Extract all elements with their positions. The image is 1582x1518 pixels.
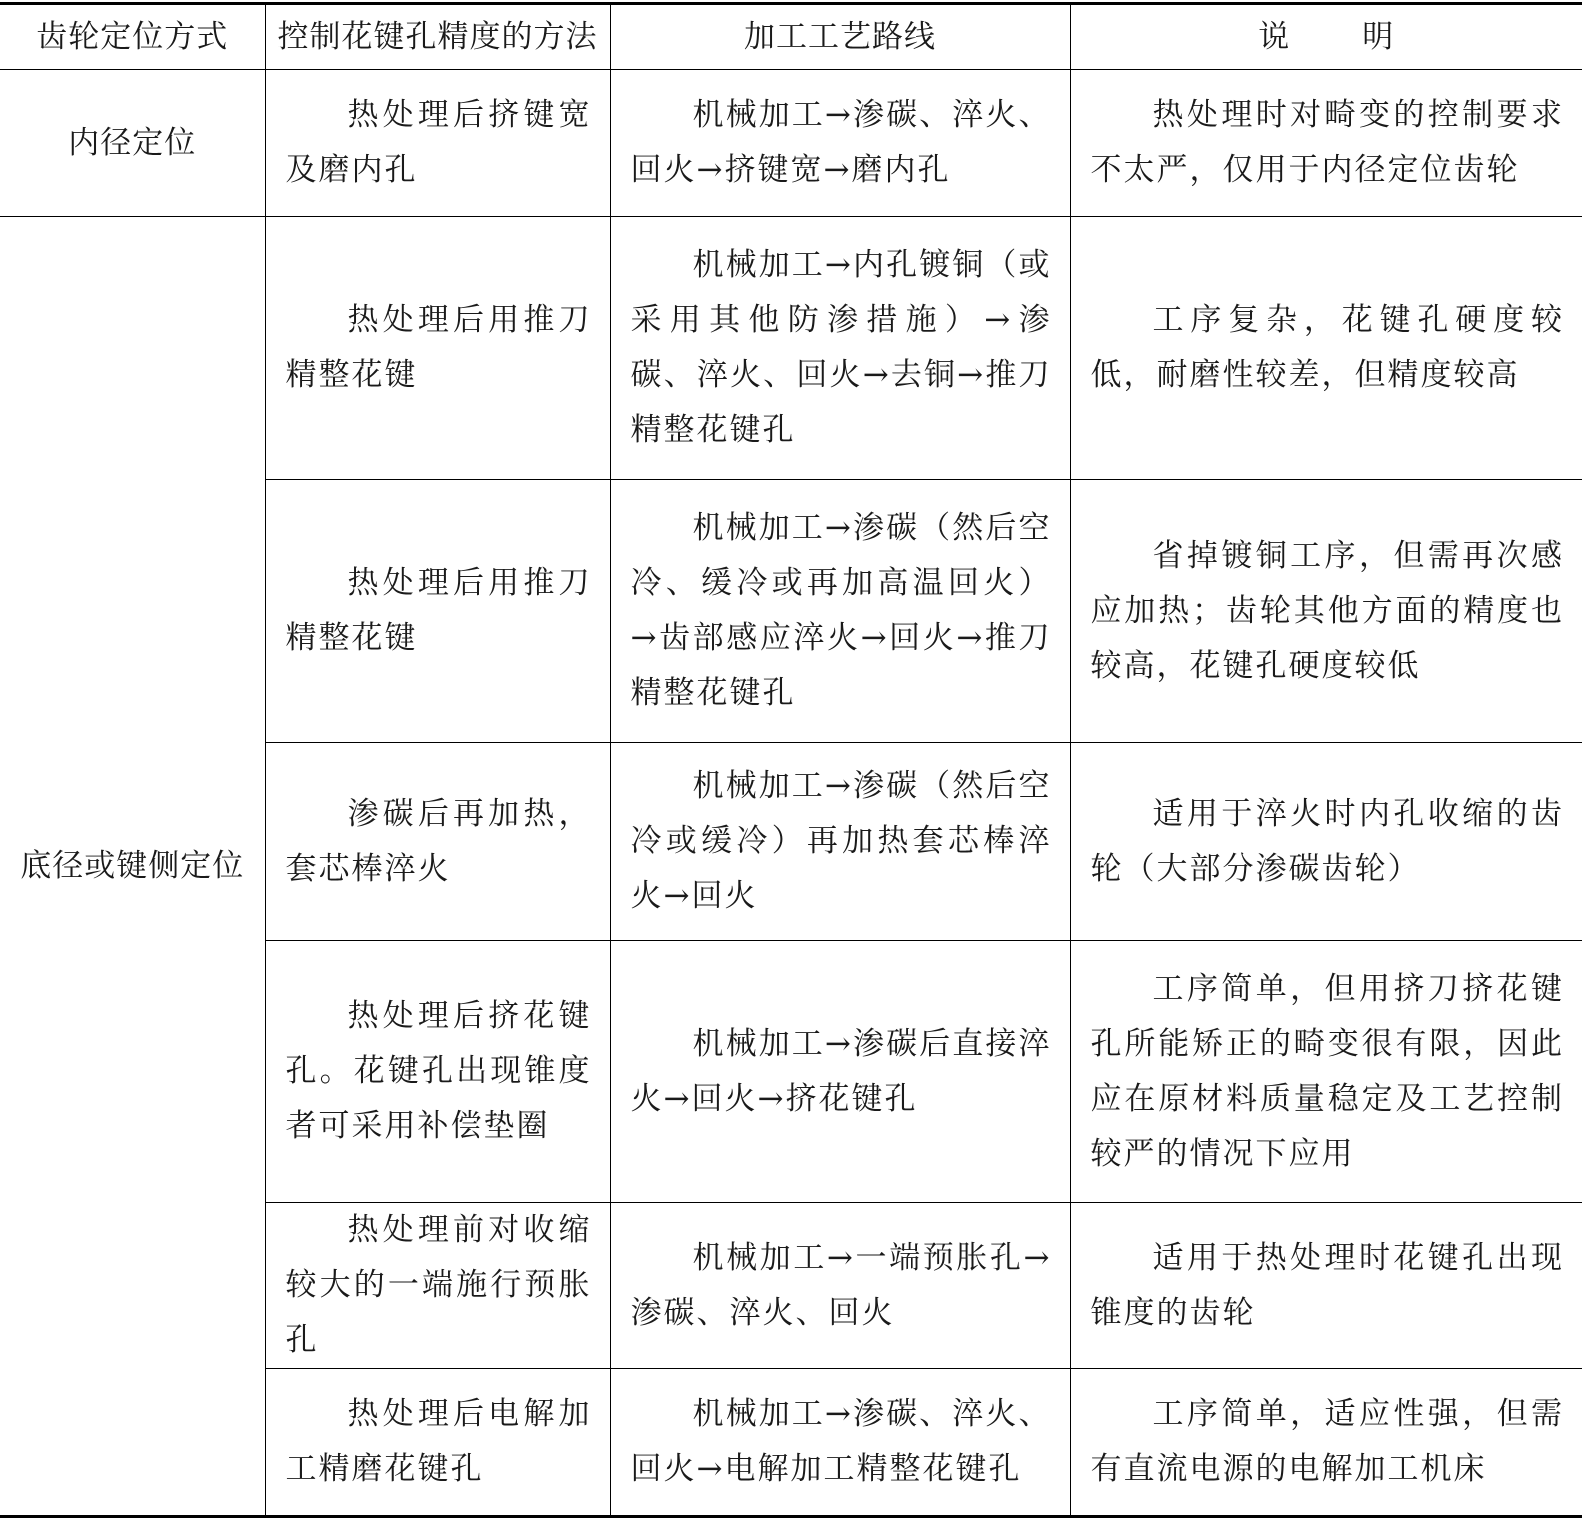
method-cell: 渗碳后再加热，套芯棒淬火 <box>265 743 610 941</box>
process-table <box>0 2 1582 1518</box>
note-cell: 工序简单，但用挤刀挤花键孔所能矫正的畸变很有限，因此应在原材料质量稳定及工艺控制较严的情况下应用 <box>1070 941 1582 1203</box>
route-cell: 机械加工→内孔镀铜（或采用其他防渗措施）→渗碳、淬火、回火→去铜→推刀精整花键孔 <box>610 217 1070 480</box>
header-positioning: 齿轮定位方式 <box>0 4 265 70</box>
note-cell: 工序简单，适应性强，但需有直流电源的电解加工机床 <box>1070 1369 1582 1517</box>
positioning-cell: 底径或键侧定位 <box>0 217 265 1517</box>
route-cell: 机械加工→渗碳（然后空冷或缓冷）再加热套芯棒淬火→回火 <box>610 743 1070 941</box>
header-method: 控制花键孔精度的方法 <box>265 4 610 70</box>
header-row <box>0 4 1582 70</box>
route-cell: 机械加工→渗碳后直接淬火→回火→挤花键孔 <box>610 941 1070 1203</box>
table-row <box>0 70 1582 217</box>
table-row <box>0 217 1582 480</box>
header-note <box>1070 4 1582 70</box>
note-cell: 工序复杂，花键孔硬度较低，耐磨性较差，但精度较高 <box>1070 217 1582 480</box>
route-cell: 机械加工→渗碳、淬火、回火→挤键宽→磨内孔 <box>610 70 1070 217</box>
route-cell: 机械加工→渗碳（然后空冷、缓冷或再加高温回火）→齿部感应淬火→回火→推刀精整花键孔 <box>610 480 1070 743</box>
method-cell: 热处理后用推刀精整花键 <box>265 480 610 743</box>
header-note-right: 明 <box>1362 18 1395 55</box>
note-cell: 热处理时对畸变的控制要求不太严，仅用于内径定位齿轮 <box>1070 70 1582 217</box>
header-note-left: 说 <box>1258 18 1291 55</box>
method-cell: 热处理后挤键宽及磨内孔 <box>265 70 610 217</box>
method-cell: 热处理后电解加工精磨花键孔 <box>265 1369 610 1517</box>
header-route: 加工工艺路线 <box>610 4 1070 70</box>
method-cell: 热处理后用推刀精整花键 <box>265 217 610 480</box>
note-cell: 省掉镀铜工序，但需再次感应加热；齿轮其他方面的精度也较高，花键孔硬度较低 <box>1070 480 1582 743</box>
route-cell: 机械加工→渗碳、淬火、回火→电解加工精整花键孔 <box>610 1369 1070 1517</box>
note-cell: 适用于淬火时内孔收缩的齿轮（大部分渗碳齿轮） <box>1070 743 1582 941</box>
method-cell: 热处理前对收缩较大的一端施行预胀孔 <box>265 1203 610 1369</box>
note-cell: 适用于热处理时花键孔出现锥度的齿轮 <box>1070 1203 1582 1369</box>
positioning-cell: 内径定位 <box>0 70 265 217</box>
route-cell: 机械加工→一端预胀孔→渗碳、淬火、回火 <box>610 1203 1070 1369</box>
method-cell: 热处理后挤花键孔。花键孔出现锥度者可采用补偿垫圈 <box>265 941 610 1203</box>
